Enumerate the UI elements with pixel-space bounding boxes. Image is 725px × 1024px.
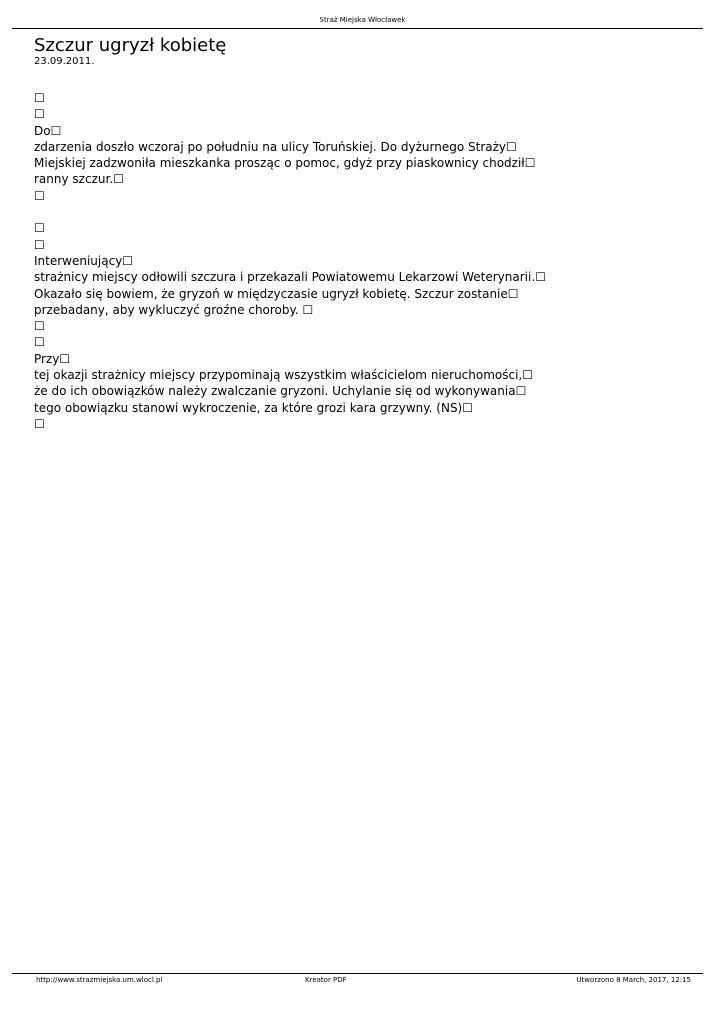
body-line: ☐	[34, 237, 45, 252]
body-line: tej okazji strażnicy miejscy przypominają wszystkim właścicielom nieruchomości,☐	[34, 368, 534, 383]
body-line: ranny szczur.☐	[34, 172, 124, 187]
body-line: ☐	[34, 221, 45, 236]
footer-generator: Kreator PDF	[305, 976, 347, 984]
body-line: Do☐	[34, 123, 62, 138]
body-line: ☐	[34, 188, 45, 203]
body-line: przebadany, aby wykluczyć groźne choroby. ☐	[34, 302, 314, 317]
article-body	[34, 90, 594, 432]
body-line: Przy☐	[34, 351, 71, 366]
body-line: tego obowiązku stanowi wykroczenie, za które grozi kara grzywny. (NS)☐	[34, 400, 473, 415]
body-line: ☐	[34, 107, 45, 122]
body-line: ☐	[34, 91, 45, 105]
body-line: Miejskiej zadzwoniła mieszkanka prosząc o pomoc, gdyż przy piaskownicy chodził☐	[34, 156, 536, 171]
body-line: strażnicy miejscy odłowili szczura i przekazali Powiatowemu Lekarzowi Weterynarii.☐	[34, 270, 546, 285]
footer-url-link[interactable]: http://www.strazmiejska.um.wlocl.pl	[36, 976, 163, 984]
body-line: Okazało się bowiem, że gryzoń w międzyczasie ugryzł kobietę. Szczur zostanie☐	[34, 286, 519, 301]
body-line: ☐	[34, 335, 45, 350]
body-line: Interweniujący☐	[34, 253, 134, 268]
body-spacer	[34, 204, 594, 220]
footer-created-date: Utworzono 8 March, 2017, 12:15	[576, 976, 691, 984]
body-line: ☐	[34, 416, 45, 431]
header-divider	[12, 28, 703, 29]
body-line: że do ich obowiązków należy zwalczanie gryzoni. Uchylanie się od wykonywania☐	[34, 384, 527, 399]
footer-divider	[12, 973, 703, 974]
body-line: zdarzenia doszło wczoraj po południu na ulicy Toruńskiej. Do dyżurnego Straży☐	[34, 139, 517, 154]
body-line: ☐	[34, 319, 45, 334]
page-header-title: Straż Miejska Włocławek	[319, 16, 406, 24]
article-date: 23.09.2011.	[34, 56, 95, 67]
article-title: Szczur ugryzł kobietę	[34, 35, 227, 56]
